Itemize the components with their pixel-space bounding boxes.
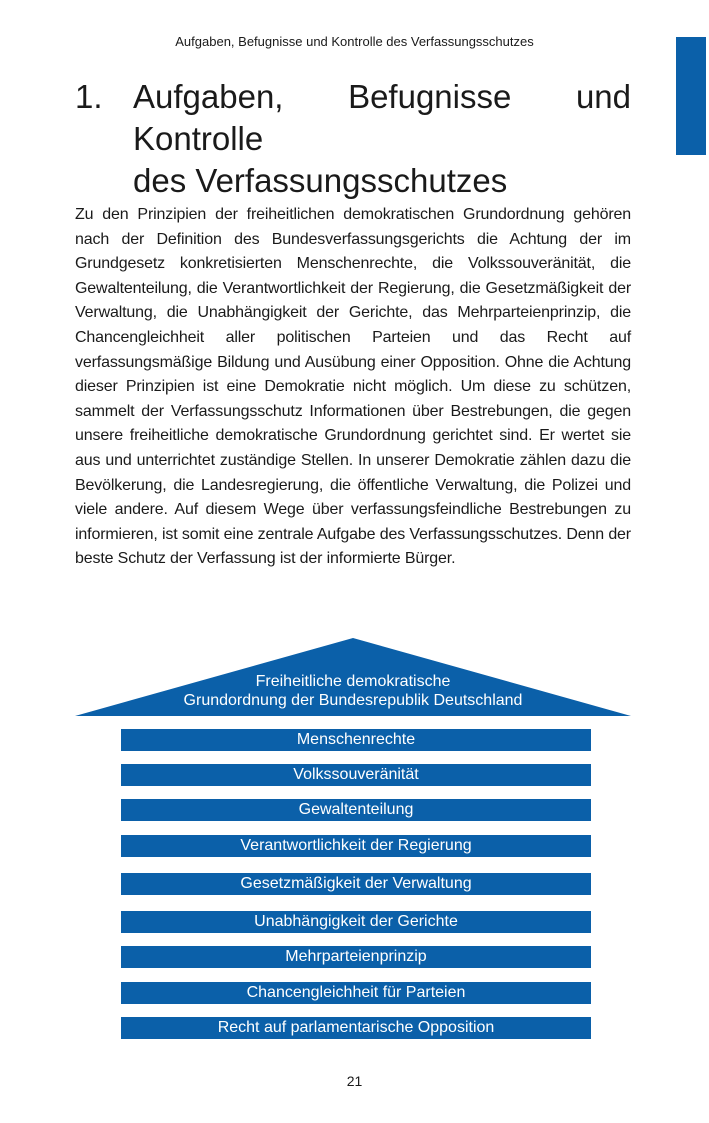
running-header: Aufgaben, Befugnisse und Kontrolle des Verfassungsschutzes <box>175 34 534 49</box>
diagram-roof <box>75 638 631 716</box>
chapter-title-line-1: Aufgaben, Befugnisse und Kontrolle <box>133 78 631 157</box>
pillar-menschenrechte: Menschenrechte <box>121 729 591 751</box>
roof-label-line-2: Grundordnung der Bundesrepublik Deutschland <box>183 692 523 709</box>
chapter-tab-marker <box>676 37 706 155</box>
constitution-house-diagram <box>75 638 631 1040</box>
chapter-title-line-2: des Verfassungsschutzes <box>133 162 508 199</box>
pillar-unabhaengigkeit-gerichte: Unabhängigkeit der Gerichte <box>121 911 591 933</box>
pillar-gesetzmaessigkeit-verwaltung: Gesetzmäßigkeit der Verwaltung <box>121 873 591 895</box>
pillar-volkssouveraenitaet: Volkssouveränität <box>121 764 591 786</box>
body-paragraph: Zu den Prinzipien der freiheitlichen demokratischen Grundordnung gehören nach der Definition des Bundesverfassungsgerichts die Achtung der im Grundgesetz konkretisierten Menschenrechte, die Volkssouveränität, die Gewaltenteilung, die Verantwortlichkeit der Regierung, die Gesetzmäßigkeit der Verwaltung, die Unabhängigkeit der Gerichte, das Mehrparteienprinzip, die Chancengleichheit aller politischen Parteien und das Recht auf verfassungsmäßige Bildung und Ausübung einer Opposition. Ohne die Achtung dieser Prinzipien ist eine Demokratie nicht möglich. Um diese zu schützen, sammelt der Verfassungsschutz Informationen über Bestrebungen, die gegen unsere freiheitliche demokratische Grundordnung gerichtet sind. Er wertet sie aus und unterrichtet zuständige Stellen. In unserer Demokratie zählen dazu die Bevölkerung, die Landesregierung, die öffentliche Verwaltung, die Polizei und viele andere. Auf diesem Wege über verfassungsfeindliche Bestrebungen zu informieren, ist somit eine zentrale Aufgabe des Verfassungsschutzes. Denn der beste Schutz der Verfassung ist der informierte Bürger. <box>75 206 631 568</box>
roof-label <box>75 672 631 710</box>
pillar-gewaltenteilung: Gewaltenteilung <box>121 799 591 821</box>
roof-label-line-1: Freiheitliche demokratische <box>255 673 451 690</box>
chapter-number: 1. <box>75 78 103 115</box>
pillar-mehrparteienprinzip: Mehrparteienprinzip <box>121 946 591 968</box>
pillar-parlamentarische-opposition: Recht auf parlamentarische Opposition <box>121 1017 591 1039</box>
chapter-heading <box>75 76 631 202</box>
pillar-verantwortlichkeit-regierung: Verantwortlichkeit der Regierung <box>121 835 591 857</box>
chapter-title <box>133 76 631 202</box>
pillar-chancengleichheit-parteien: Chancengleichheit für Parteien <box>121 982 591 1004</box>
page-number: 21 <box>346 1073 363 1089</box>
